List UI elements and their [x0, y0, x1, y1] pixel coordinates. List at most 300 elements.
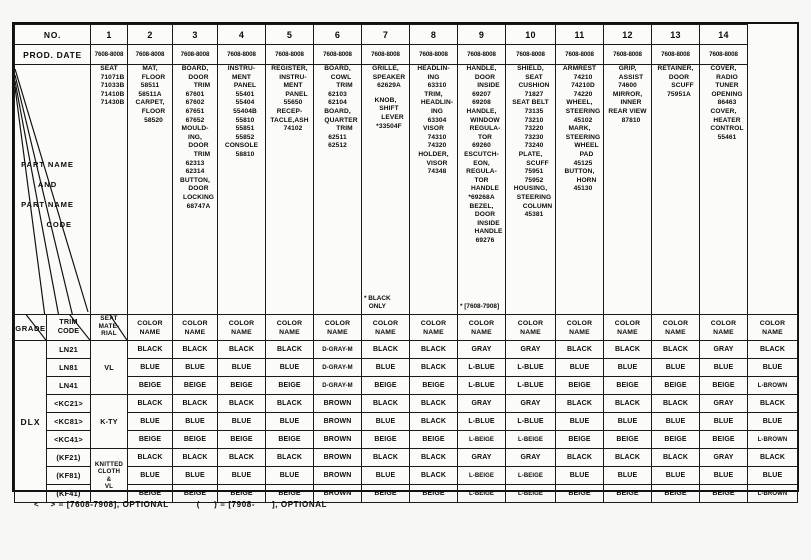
- label-no: [15, 25, 91, 45]
- color-value: BLACK: [218, 395, 266, 413]
- color-value: BEIGE: [362, 431, 410, 449]
- color-value: BLUE: [218, 359, 266, 377]
- color-value: BLACK: [410, 449, 458, 467]
- part-code: 74600: [618, 82, 637, 90]
- parts-footnote-line: ONLY: [368, 302, 386, 310]
- part-name: MAT,: [142, 65, 158, 72]
- trim-code-value: (KF21): [47, 449, 91, 467]
- part-name: MOULD-: [181, 125, 209, 133]
- color-value: BEIGE: [173, 377, 218, 395]
- part-name: INNER: [620, 99, 642, 107]
- part-code: 74348: [427, 168, 447, 176]
- part-name: ING: [430, 107, 444, 115]
- color-value: GRAY: [700, 395, 748, 413]
- parts-list: [91, 65, 127, 108]
- color-value: BLUE: [556, 413, 604, 431]
- part-name: STEERING: [565, 133, 601, 141]
- parts-list-wrapper: [458, 65, 505, 314]
- color-value: BLACK: [410, 467, 458, 485]
- part-name: HEADLIN-: [420, 99, 454, 107]
- part-name: INSIDE: [477, 219, 500, 227]
- color-value: BLUE: [218, 413, 266, 431]
- column-number-7: 7: [362, 25, 410, 45]
- column-number-8: 8: [410, 25, 458, 45]
- seat-material-value: K-TY: [91, 395, 128, 449]
- part-name: ING: [427, 73, 440, 81]
- part-name: REGULA-: [469, 125, 501, 133]
- prod-date-cell: 7608-8008: [218, 45, 266, 65]
- part-name: HEATER: [713, 116, 741, 124]
- color-value: BLACK: [128, 395, 173, 413]
- part-name: SEAT: [100, 65, 118, 72]
- column-number-1: 1: [91, 25, 128, 45]
- label-seat-material-text: SEAT MATE- RIAL: [98, 315, 120, 338]
- color-value: BLACK: [604, 395, 652, 413]
- color-value: BLACK: [266, 395, 314, 413]
- prod-date-cell: 7608-8008: [700, 45, 748, 65]
- part-name: TRIM: [193, 150, 211, 158]
- parts-cell-10: [506, 65, 556, 315]
- part-name: SEAT: [525, 73, 543, 81]
- label-color-name: COLOR NAME: [604, 315, 652, 341]
- color-value: BEIGE: [128, 377, 173, 395]
- parts-list-wrapper: [266, 65, 313, 314]
- color-value: BEIGE: [652, 431, 700, 449]
- part-code: 73210: [524, 116, 544, 124]
- color-row: [15, 431, 798, 449]
- color-value: BEIGE: [128, 485, 173, 503]
- column-number-13: 13: [652, 25, 700, 45]
- color-value: BLACK: [604, 449, 652, 467]
- part-code: 87810: [621, 116, 641, 124]
- label-grade-text: GRADE: [15, 323, 46, 333]
- color-value: BLUE: [362, 467, 410, 485]
- parts-cell-7: [362, 65, 410, 315]
- part-name-row: [15, 65, 798, 315]
- part-name: GRILLE,: [372, 65, 399, 72]
- part-name: HANDLE: [474, 228, 503, 236]
- part-name: STEERING: [565, 107, 601, 115]
- trim-code-value: (KF41): [47, 485, 91, 503]
- part-name: OPENING: [711, 90, 743, 98]
- color-value: BROWN: [314, 395, 362, 413]
- part-name: SHIELD,: [517, 65, 544, 72]
- color-value: BLACK: [173, 341, 218, 359]
- color-value: L-BROWN: [748, 431, 798, 449]
- part-name: RADIO: [716, 73, 738, 81]
- parts-cell-5: [266, 65, 314, 315]
- part-name: LOCKING: [182, 193, 215, 201]
- part-name: REGISTER,: [271, 65, 308, 72]
- part-code: 86463: [717, 99, 737, 107]
- part-code: 74220: [573, 90, 593, 98]
- part-name: QUARTER: [324, 116, 358, 124]
- trim-code-value: LN21: [47, 341, 91, 359]
- parts-list-wrapper: [173, 65, 217, 314]
- part-code: 73220: [524, 125, 544, 133]
- part-name: REAR VIEW: [608, 107, 647, 115]
- color-value: BLACK: [362, 395, 410, 413]
- color-value: BLUE: [128, 359, 173, 377]
- part-code: 71827: [524, 90, 544, 98]
- parts-list-wrapper: [128, 65, 172, 314]
- seat-material-value: [91, 449, 128, 503]
- color-value: BLUE: [173, 413, 218, 431]
- part-name: PANEL: [233, 82, 257, 90]
- part-code: 55401: [235, 90, 255, 98]
- color-value: BLUE: [556, 359, 604, 377]
- part-code: 69208: [472, 99, 491, 107]
- label-seat-material: [91, 315, 128, 341]
- parts-list: [218, 65, 265, 160]
- part-name: TACLE,ASH: [270, 116, 309, 124]
- part-name: TOR: [474, 176, 489, 184]
- color-value: D-GRAY-M: [314, 377, 362, 395]
- color-value: BLUE: [604, 413, 652, 431]
- color-value: BLACK: [748, 395, 798, 413]
- color-value: BEIGE: [410, 431, 458, 449]
- part-name: SPEAKER: [372, 73, 406, 81]
- parts-cell-12: [604, 65, 652, 315]
- grade-value: DLX: [15, 341, 47, 503]
- part-code: 62511: [328, 133, 347, 141]
- part-code: 63310: [427, 82, 447, 90]
- part-name: CONTROL: [710, 125, 744, 133]
- trim-code-value: <KC21>: [47, 395, 91, 413]
- parts-cell-2: [128, 65, 173, 315]
- color-value: L-BEIGE: [506, 485, 556, 503]
- parts-list-wrapper: [556, 65, 603, 314]
- trim-code-value: <KC81>: [47, 413, 91, 431]
- parts-list: [173, 65, 217, 211]
- legend-part-name-2: PART NAME: [21, 199, 74, 209]
- label-color-name: COLOR NAME: [128, 315, 173, 341]
- color-value: BEIGE: [652, 485, 700, 503]
- color-value: GRAY: [700, 449, 748, 467]
- part-name: INSTRU-: [279, 73, 307, 81]
- label-color-name: COLOR NAME: [748, 315, 798, 341]
- part-code: 55650: [283, 99, 303, 107]
- part-name: SCUFF: [671, 82, 694, 90]
- spec-table-sheet: [12, 22, 799, 499]
- part-name: CARPET,: [135, 99, 165, 107]
- part-name: ESCUTCH-: [464, 150, 499, 158]
- part-code: 55852: [235, 133, 255, 141]
- part-name: DOOR: [668, 73, 690, 81]
- part-code: 67602: [185, 99, 205, 107]
- part-name: MENT: [283, 82, 303, 90]
- color-value: BLACK: [128, 449, 173, 467]
- color-value: BLUE: [604, 467, 652, 485]
- color-value: GRAY: [506, 449, 556, 467]
- label-no-text: NO.: [43, 29, 62, 40]
- part-name: ARMREST: [562, 65, 597, 72]
- part-code: 69207: [472, 90, 491, 98]
- part-code: 62103: [328, 90, 347, 98]
- part-code: 45130: [573, 185, 593, 193]
- color-value: GRAY: [506, 341, 556, 359]
- color-value: BLUE: [748, 413, 798, 431]
- part-code: 62104: [328, 99, 347, 107]
- parts-list: [506, 65, 555, 220]
- prod-date-cell: 7608-8008: [604, 45, 652, 65]
- column-number-6: 6: [314, 25, 362, 45]
- color-value: BLUE: [748, 467, 798, 485]
- part-name: TRIM,: [424, 90, 443, 98]
- color-value: L-BEIGE: [458, 431, 506, 449]
- part-code: 71430B: [100, 99, 125, 107]
- parts-list-wrapper: [91, 65, 127, 314]
- label-grade: [15, 315, 47, 341]
- part-name: HANDLE,: [466, 65, 497, 72]
- parts-list-wrapper: [700, 65, 747, 314]
- part-name: BOARD,: [324, 107, 351, 115]
- color-row: [15, 359, 798, 377]
- legend-code: CODE: [46, 219, 72, 229]
- trim-code-value: LN81: [47, 359, 91, 377]
- part-name: RETAINER,: [657, 65, 694, 72]
- color-value: BLUE: [128, 467, 173, 485]
- color-value: BEIGE: [266, 485, 314, 503]
- parts-cell-1: [91, 65, 128, 315]
- prod-date-cell: 7608-8008: [91, 45, 128, 65]
- parts-footnote-line: * BLACK: [364, 294, 391, 302]
- color-value: BLUE: [266, 413, 314, 431]
- color-value: BLUE: [362, 413, 410, 431]
- color-value: BLUE: [266, 467, 314, 485]
- part-code: 67601: [185, 90, 205, 98]
- part-name: HEADLIN-: [417, 65, 450, 72]
- parts-list: [556, 65, 603, 194]
- part-name: KNOB,: [374, 96, 397, 104]
- part-name: PANEL: [285, 90, 308, 98]
- part-code: 67652: [185, 116, 205, 124]
- part-code: 45381: [524, 211, 544, 219]
- part-name: ING,: [188, 133, 202, 141]
- part-name: HOLDER,: [418, 150, 449, 158]
- color-value: GRAY: [700, 341, 748, 359]
- label-prod-date: PROD. DATE: [15, 45, 91, 65]
- color-value: BLACK: [266, 341, 314, 359]
- color-value: GRAY: [458, 395, 506, 413]
- color-value: BEIGE: [700, 431, 748, 449]
- color-row: [15, 341, 798, 359]
- color-value: L-BLUE: [506, 413, 556, 431]
- color-value: BLUE: [266, 359, 314, 377]
- column-number-5: 5: [266, 25, 314, 45]
- color-value: BLACK: [218, 341, 266, 359]
- color-value: BEIGE: [218, 377, 266, 395]
- color-value: BEIGE: [604, 431, 652, 449]
- part-name: TRIM: [336, 125, 353, 133]
- color-value: L-BEIGE: [506, 431, 556, 449]
- part-name: INSIDE: [477, 82, 500, 90]
- color-value: BEIGE: [700, 485, 748, 503]
- part-name: GRIP,: [618, 65, 637, 72]
- trim-code-value: (KF81): [47, 467, 91, 485]
- color-value: BEIGE: [266, 431, 314, 449]
- color-value: BLACK: [410, 395, 458, 413]
- prod-date-cell: 7608-8008: [173, 45, 218, 65]
- parts-cell-14: [700, 65, 748, 315]
- label-color-name: COLOR NAME: [556, 315, 604, 341]
- label-color-name: COLOR NAME: [218, 315, 266, 341]
- color-value: BLUE: [652, 413, 700, 431]
- part-code: 58511A: [138, 90, 162, 98]
- label-color-name: COLOR NAME: [173, 315, 218, 341]
- prod-date-cell: 7608-8008: [314, 45, 362, 65]
- color-value: BEIGE: [556, 377, 604, 395]
- color-value: BLUE: [362, 359, 410, 377]
- color-value: BROWN: [314, 449, 362, 467]
- part-name: SCUFF: [526, 159, 549, 167]
- color-value: BEIGE: [410, 485, 458, 503]
- part-code: *69268A: [468, 193, 495, 201]
- part-name: COVER,: [710, 65, 737, 72]
- part-name: BUTTON,: [564, 168, 595, 176]
- label-color-name: COLOR NAME: [266, 315, 314, 341]
- color-value: BEIGE: [362, 485, 410, 503]
- part-name: SEAT BELT: [512, 99, 549, 107]
- parts-list-wrapper: [362, 65, 409, 314]
- part-code: 67651: [185, 107, 205, 115]
- part-code: 55810: [235, 116, 255, 124]
- color-value: BEIGE: [652, 377, 700, 395]
- color-value: BLUE: [652, 359, 700, 377]
- parts-list: [410, 65, 457, 177]
- prod-date-cell: 7608-8008: [410, 45, 458, 65]
- part-name: TOR: [477, 133, 493, 141]
- parts-list-wrapper: [604, 65, 651, 314]
- part-name-legend-labels: [15, 145, 90, 235]
- color-value: BLUE: [173, 359, 218, 377]
- color-value: BLACK: [218, 449, 266, 467]
- part-code: 62313: [185, 159, 205, 167]
- color-value: BROWN: [314, 413, 362, 431]
- color-value: BEIGE: [604, 377, 652, 395]
- part-code: 58810: [235, 150, 255, 158]
- color-value: BLACK: [173, 449, 218, 467]
- color-row: [15, 377, 798, 395]
- color-value: BLACK: [128, 341, 173, 359]
- color-value: D-GRAY-M: [314, 341, 362, 359]
- color-value: BLACK: [556, 341, 604, 359]
- label-color-name: COLOR NAME: [362, 315, 410, 341]
- prod-date-cell: 7608-8008: [458, 45, 506, 65]
- part-name: FLOOR: [141, 73, 166, 81]
- column-number-14: 14: [700, 25, 748, 45]
- color-value: BEIGE: [604, 485, 652, 503]
- part-code: 74102: [283, 125, 303, 133]
- parts-cell-3: [173, 65, 218, 315]
- part-name: BUTTON,: [180, 176, 210, 184]
- part-name: MARK,: [568, 125, 591, 133]
- parts-cell-6: [314, 65, 362, 315]
- trim-code-value: <KC41>: [47, 431, 91, 449]
- part-name: RECEP-: [276, 107, 303, 115]
- color-value: BEIGE: [173, 431, 218, 449]
- color-row: [15, 413, 798, 431]
- part-name: DOOR: [474, 211, 496, 219]
- part-name: COWL: [330, 73, 352, 81]
- part-name: VISOR: [426, 159, 448, 167]
- color-value: L-BLUE: [458, 413, 506, 431]
- parts-footnote: [460, 303, 499, 311]
- part-name-legend-corner: [15, 65, 91, 315]
- color-value: BEIGE: [556, 485, 604, 503]
- color-row: [15, 395, 798, 413]
- color-value: BLACK: [556, 449, 604, 467]
- part-code: 55851: [235, 125, 255, 133]
- color-row: [15, 467, 798, 485]
- column-number-11: 11: [556, 25, 604, 45]
- label-color-name: COLOR NAME: [652, 315, 700, 341]
- footer-legend-note: < > = [7608-7908], OPTIONAL ( ) = [7908- ], OPTIONAL: [34, 500, 328, 509]
- color-value: BEIGE: [173, 485, 218, 503]
- legend-part-name: PART NAME: [21, 159, 74, 169]
- parts-list-wrapper: [218, 65, 265, 314]
- header-row-number: [15, 25, 798, 45]
- part-name: FLOOR: [141, 107, 166, 115]
- part-name: TRIM: [336, 82, 353, 90]
- prod-date-cell: 7608-8008: [128, 45, 173, 65]
- part-name: TRIM: [193, 82, 211, 90]
- part-code: 55461: [717, 133, 737, 141]
- label-trim-code: [47, 315, 91, 341]
- part-code: 73135: [524, 107, 544, 115]
- part-code: 74320: [427, 142, 447, 150]
- column-number-2: 2: [128, 25, 173, 45]
- color-value: GRAY: [458, 449, 506, 467]
- parts-cell-11: [556, 65, 604, 315]
- color-value: BEIGE: [218, 485, 266, 503]
- color-value: BROWN: [314, 485, 362, 503]
- part-name: BOARD,: [324, 65, 351, 72]
- column-number-4: 4: [218, 25, 266, 45]
- parts-list: [652, 65, 699, 99]
- label-color-name: COLOR NAME: [410, 315, 458, 341]
- column-number-12: 12: [604, 25, 652, 45]
- color-value: BEIGE: [410, 377, 458, 395]
- part-code: 62512: [328, 142, 347, 150]
- color-value: BLUE: [218, 467, 266, 485]
- part-code: 45125: [573, 159, 593, 167]
- part-name: VISOR: [422, 125, 445, 133]
- color-value: GRAY: [458, 341, 506, 359]
- part-name: MIRROR,: [612, 90, 643, 98]
- parts-list-wrapper: [410, 65, 457, 314]
- part-code: 62314: [185, 168, 205, 176]
- color-value: BEIGE: [556, 431, 604, 449]
- color-value: BLACK: [410, 359, 458, 377]
- color-value: L-BROWN: [748, 377, 798, 395]
- part-code: 68747A: [186, 202, 211, 210]
- part-code: 71071B: [100, 73, 125, 81]
- color-value: BLUE: [173, 467, 218, 485]
- part-code: 55404: [235, 99, 255, 107]
- part-name: CUSHION: [518, 82, 550, 90]
- color-value: BLACK: [173, 395, 218, 413]
- part-name: WHEEL: [574, 142, 599, 150]
- part-code: 74310: [427, 133, 447, 141]
- color-value: BLACK: [652, 449, 700, 467]
- color-value: GRAY: [506, 395, 556, 413]
- color-value: BLACK: [652, 395, 700, 413]
- parts-list: [314, 65, 361, 151]
- color-value: BLACK: [266, 449, 314, 467]
- color-value: L-BLUE: [506, 377, 556, 395]
- prod-date-cell: 7608-8008: [266, 45, 314, 65]
